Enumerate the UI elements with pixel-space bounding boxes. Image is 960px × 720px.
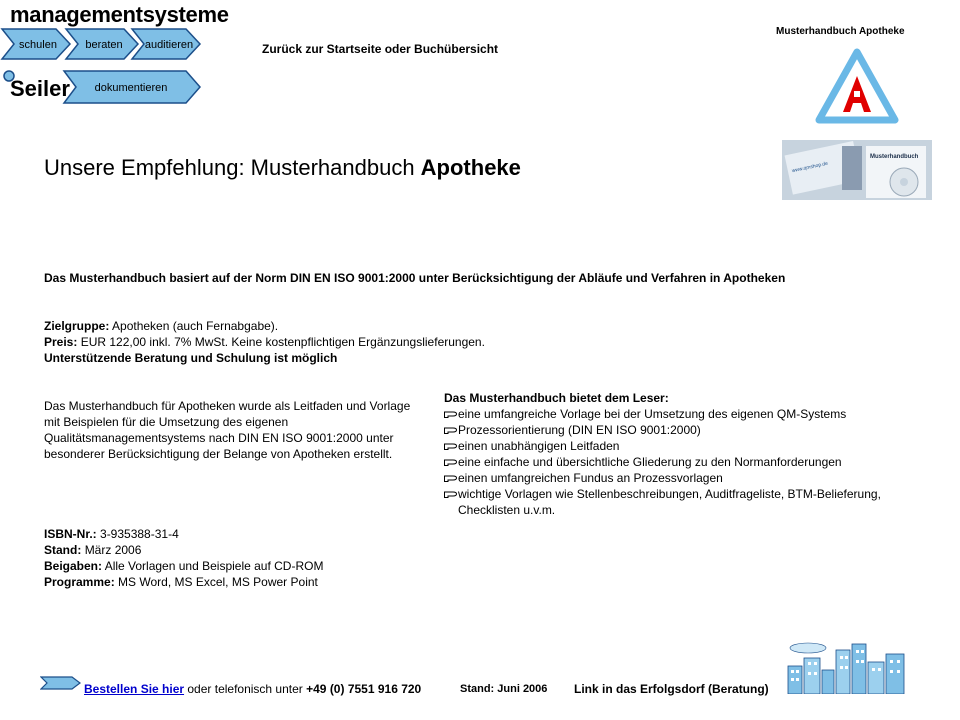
product-facts bbox=[44, 318, 485, 366]
list-item bbox=[444, 470, 884, 486]
chevron-label-beraten: beraten bbox=[85, 39, 123, 51]
photo-url-text: www.qmshop.de bbox=[791, 160, 829, 175]
pointing-hand-icon bbox=[444, 410, 457, 418]
programs-label: Programme: bbox=[44, 575, 115, 589]
pointing-hand-icon bbox=[444, 442, 457, 450]
price-value: EUR 122,00 inkl. 7% MwSt. Keine kostenpflichtigen Ergänzungslieferungen. bbox=[80, 335, 485, 349]
pointing-hand-icon bbox=[444, 458, 457, 466]
lead-paragraph: Das Musterhandbuch für Apotheken wurde als Leitfaden und Vorlage mit Beispielen für die Umsetzung des eigenen Qualitätsmanagementsystems nach DIN EN ISO 9001:2000 unter besonderer Berücksichtigung der Belange von Apotheken erstellt. bbox=[44, 399, 411, 461]
order-text: oder telefonisch unter bbox=[184, 682, 307, 696]
success-village-link[interactable]: Link in das Erfolgsdorf (Beratung) bbox=[574, 682, 769, 696]
list-item bbox=[444, 438, 884, 454]
list-item bbox=[444, 422, 884, 438]
benefit-text: eine einfache und übersichtliche Gliederung zu den Normanforderungen bbox=[458, 455, 842, 469]
order-row bbox=[84, 682, 421, 696]
list-item bbox=[444, 486, 884, 518]
product-photo bbox=[782, 140, 932, 200]
chevron-label-auditieren: auditieren bbox=[144, 39, 194, 51]
target-label: Zielgruppe: bbox=[44, 319, 110, 333]
list-item bbox=[444, 406, 884, 422]
city-skyline-icon[interactable] bbox=[786, 640, 908, 694]
page-title-prefix: Unsere Empfehlung: Musterhandbuch bbox=[44, 155, 421, 180]
chevron-schulen[interactable] bbox=[2, 29, 70, 59]
chevron-dokumentieren[interactable] bbox=[64, 71, 200, 103]
support-note: Unterstützende Beratung und Schulung ist möglich bbox=[44, 351, 338, 365]
benefits-list bbox=[444, 406, 884, 518]
price-label: Preis: bbox=[44, 335, 78, 349]
chevron-beraten[interactable] bbox=[66, 29, 138, 59]
target-value: Apotheken (auch Fernabgabe). bbox=[112, 319, 279, 333]
status-date: Stand: Juni 2006 bbox=[460, 683, 548, 695]
pointing-hand-icon bbox=[444, 474, 457, 482]
back-to-home-link[interactable]: Zurück zur Startseite oder Buchübersicht bbox=[262, 42, 499, 56]
chevron-auditieren[interactable] bbox=[132, 29, 200, 59]
photo-box-text: Musterhandbuch bbox=[870, 154, 919, 160]
brand-title: managementsysteme bbox=[10, 2, 229, 27]
phone-number: +49 (0) 7551 916 720 bbox=[306, 682, 422, 696]
chevron-label-schulen: schulen bbox=[19, 39, 57, 51]
benefits-section bbox=[444, 390, 884, 518]
extras-value: Alle Vorlagen und Beispiele auf CD-ROM bbox=[104, 559, 324, 573]
corner-label: Musterhandbuch Apotheke bbox=[776, 26, 905, 37]
company-name: Seiler bbox=[10, 76, 70, 101]
benefit-text: einen unabhängigen Leitfaden bbox=[458, 439, 620, 453]
order-arrow-icon[interactable] bbox=[40, 674, 82, 692]
pointing-hand-icon bbox=[444, 490, 457, 498]
benefit-text: eine umfangreiche Vorlage bei der Umsetzung des eigenen QM-Systems bbox=[458, 407, 847, 421]
programs-value: MS Word, MS Excel, MS Power Point bbox=[118, 575, 318, 589]
pointing-hand-icon bbox=[444, 426, 457, 434]
page-title-emphasis: Apotheke bbox=[420, 155, 521, 180]
isbn-value: 3-935388-31-4 bbox=[100, 527, 179, 541]
benefits-heading: Das Musterhandbuch bietet dem Leser: bbox=[444, 391, 669, 405]
edition-date-label: Stand: bbox=[44, 543, 82, 557]
order-link[interactable]: Bestellen Sie hier bbox=[84, 682, 185, 696]
benefit-text: Prozessorientierung (DIN EN ISO 9001:2000) bbox=[458, 423, 701, 437]
benefit-text: wichtige Vorlagen wie Stellenbeschreibungen, Auditfrageliste, BTM-Belieferung, Checklisten u.v.m. bbox=[458, 487, 881, 517]
chevron-label-dokumentieren: dokumentieren bbox=[94, 82, 168, 94]
isbn-label: ISBN-Nr.: bbox=[44, 527, 97, 541]
page-title bbox=[44, 155, 521, 181]
edition-date-value: März 2006 bbox=[84, 543, 142, 557]
pharmacy-logo-icon bbox=[814, 46, 900, 126]
intro-text: Das Musterhandbuch basiert auf der Norm DIN EN ISO 9001:2000 unter Berücksichtigung der Abläufe und Verfahren in Apotheken bbox=[44, 271, 786, 285]
list-item bbox=[444, 454, 884, 470]
product-photo-image bbox=[782, 140, 932, 200]
extras-label: Beigaben: bbox=[44, 559, 103, 573]
bibliographic-details bbox=[44, 526, 323, 590]
benefit-text: einen umfangreichen Fundus an Prozessvorlagen bbox=[458, 471, 723, 485]
